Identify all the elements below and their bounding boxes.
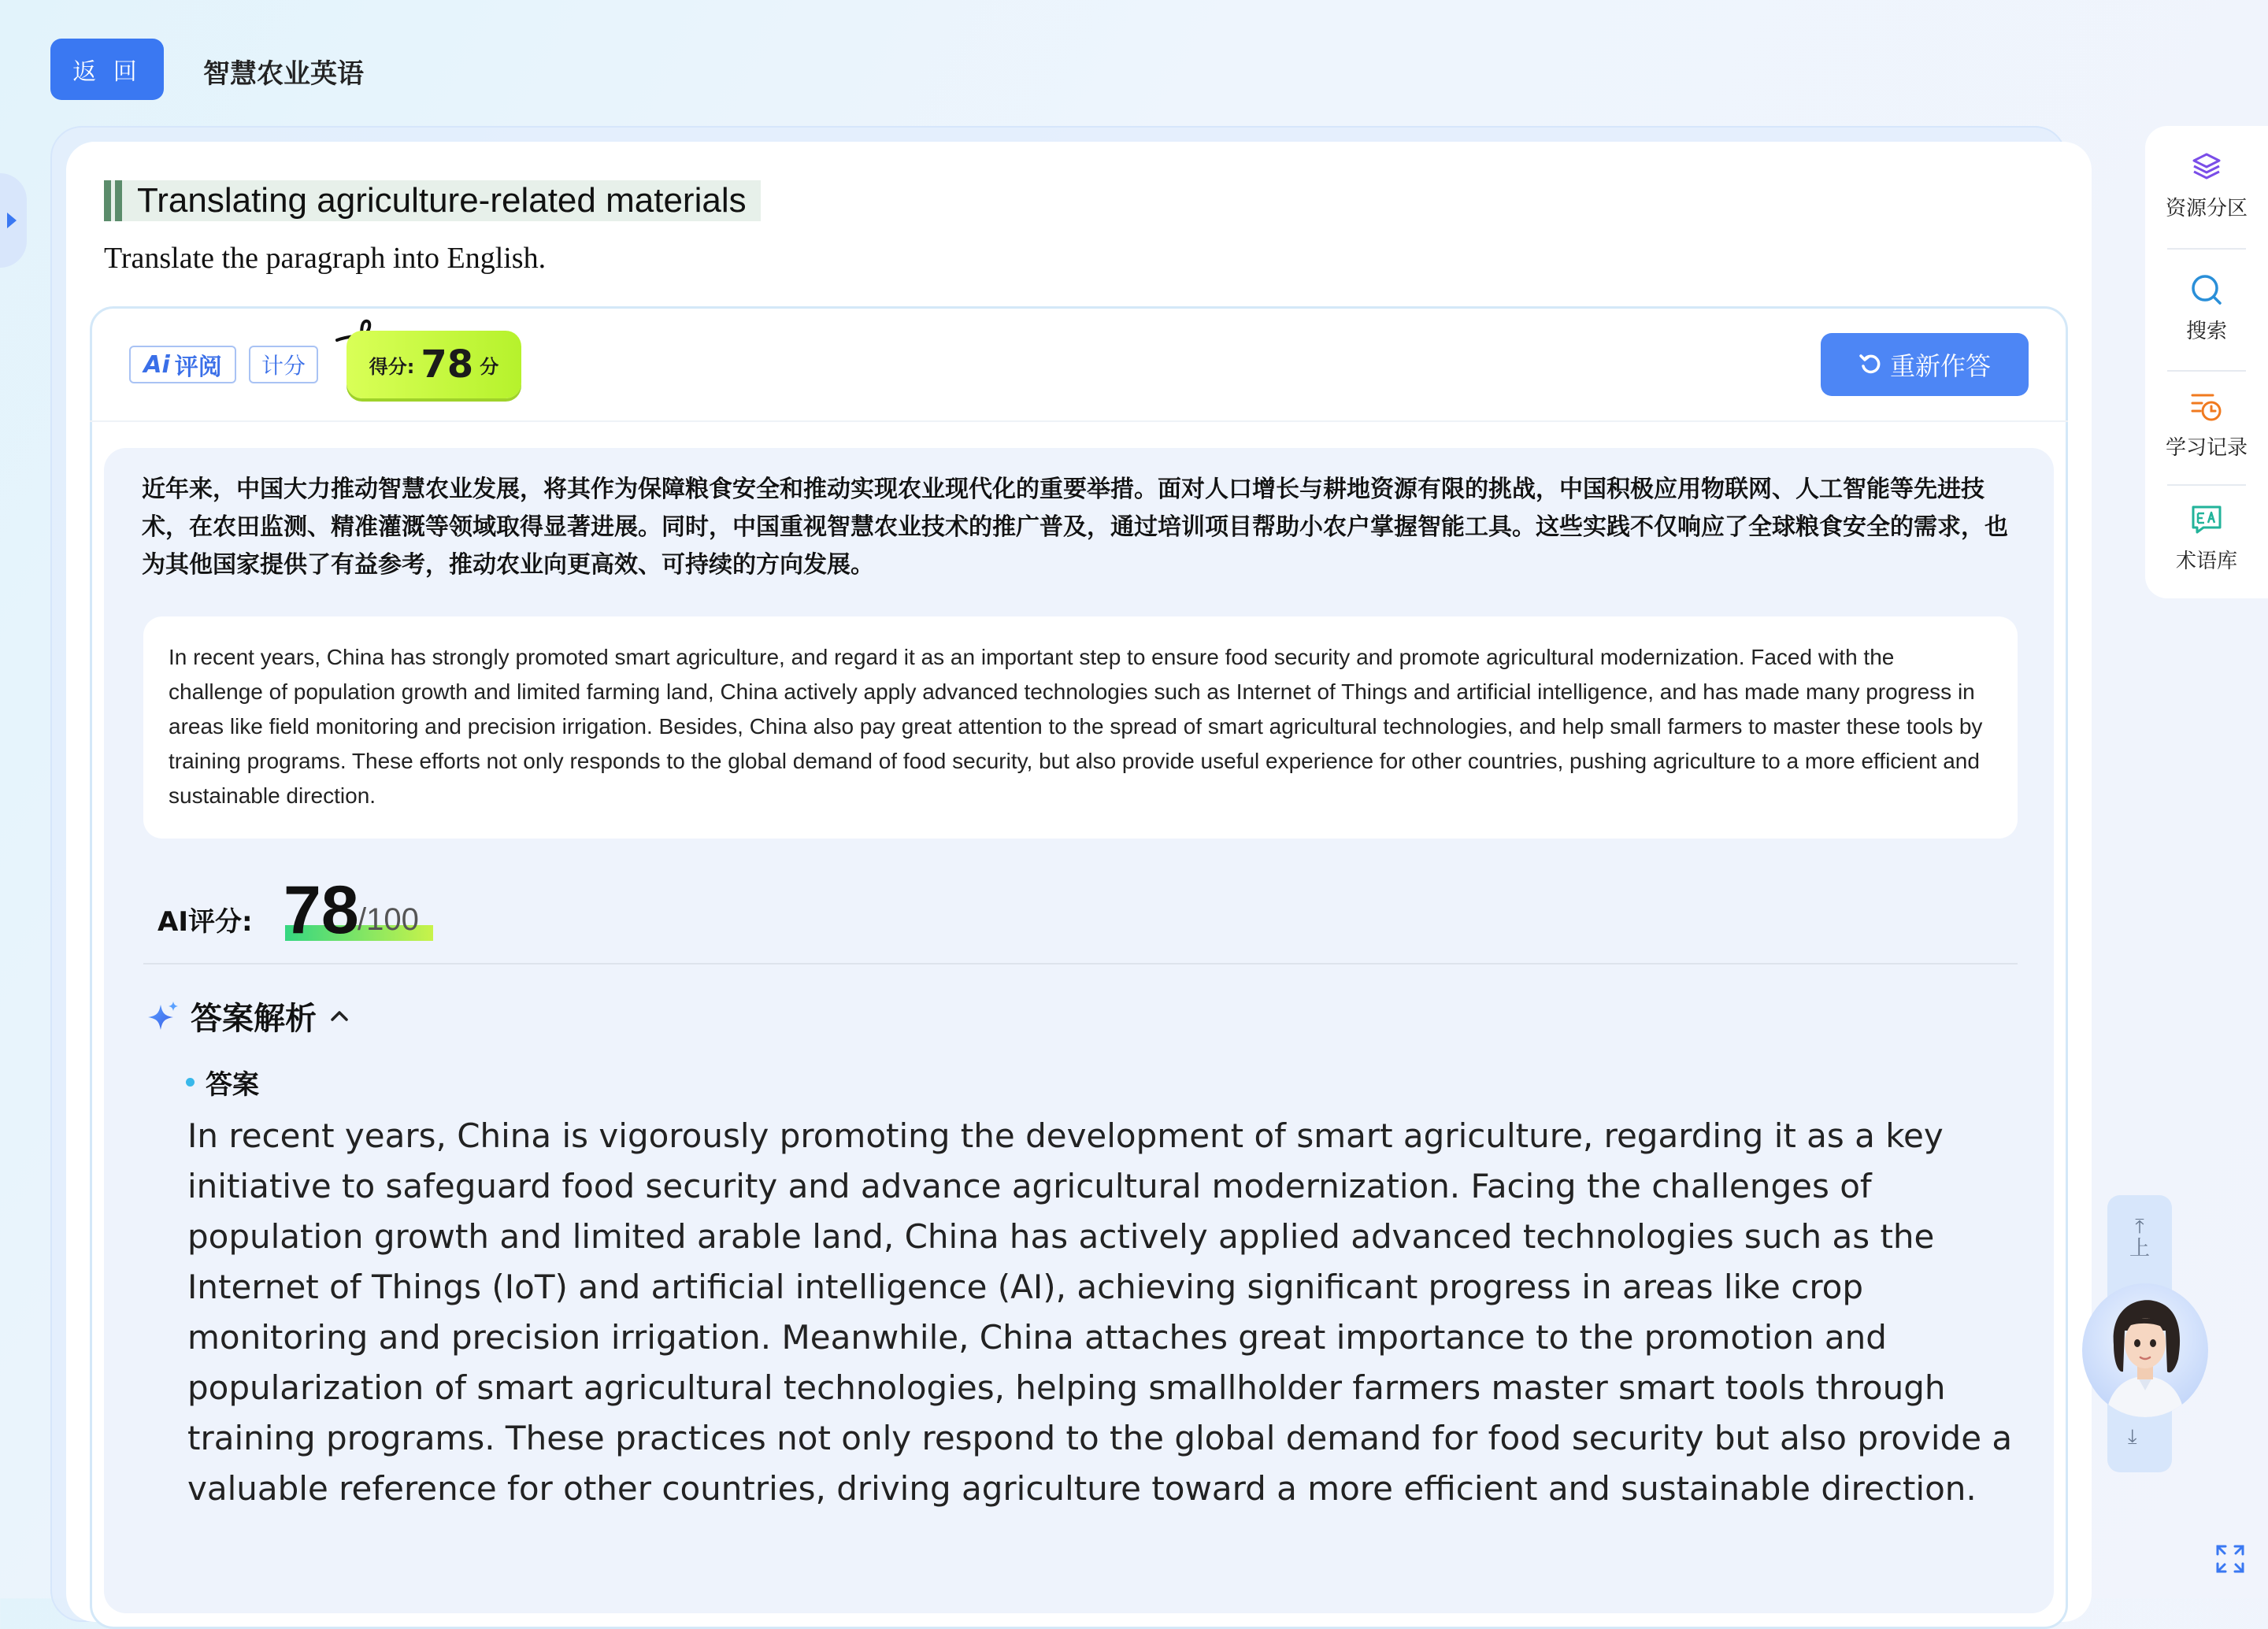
refresh-icon bbox=[1858, 353, 1882, 376]
analysis-heading: 答案解析 bbox=[191, 1001, 317, 1037]
answer-label: 答案 bbox=[206, 1069, 259, 1101]
divider bbox=[2167, 484, 2246, 486]
task-instruction: Translate the paragraph into English. bbox=[104, 242, 547, 275]
toolbar-item-glossary[interactable] bbox=[2145, 502, 2268, 574]
toolbar-label: 学习记录 bbox=[2165, 436, 2248, 460]
bullet-dot-icon bbox=[186, 1078, 195, 1087]
triangle-right-icon bbox=[7, 213, 17, 228]
ai-logo-icon: Ai bbox=[143, 350, 170, 379]
toolbar-item-history[interactable] bbox=[2145, 389, 2268, 461]
sparkle-icon bbox=[146, 1000, 180, 1033]
score-unit: 分 bbox=[480, 355, 499, 378]
scroll-up-button[interactable] bbox=[2126, 1216, 2153, 1260]
assistant-avatar[interactable] bbox=[2082, 1283, 2208, 1417]
toolbar-label: 资源分区 bbox=[2165, 197, 2248, 220]
scroll-up-label: 上 bbox=[2129, 1237, 2150, 1261]
toolbar-item-resources[interactable] bbox=[2145, 150, 2268, 221]
ai-score-value: 78 bbox=[284, 872, 359, 948]
arrow-to-bottom-icon: ⤓ bbox=[2128, 1425, 2137, 1449]
divider bbox=[2167, 248, 2246, 250]
score-label: 得分: bbox=[369, 355, 415, 378]
divider bbox=[143, 963, 2018, 964]
sidebar-expand-toggle[interactable] bbox=[0, 173, 27, 268]
source-paragraph: 近年来，中国大力推动智慧农业发展，将其作为保障粮食安全和推动实现农业现代化的重要举措。面对人口增长与耕地资源有限的挑战，中国积极应用物联网、人工智能等先进技术，在农田监测、精准灌溉等领域取得显著进展。同时，中国重视智慧农业技术的推广普及，通过培训项目帮助小农户掌握智能工具。这些实践不仅响应了全球粮食安全的需求，也为其他国家提供了有益参考，推动农业向更高效、可持续的方向发展。 bbox=[142, 476, 2008, 579]
app-title: 智慧农业英语 bbox=[203, 58, 364, 90]
history-icon bbox=[2189, 389, 2224, 424]
student-answer: In recent years, China has strongly promoted smart agriculture, and regard it as an important step to ensure food security and promote agricultural modernization. Faced with the challenge of population growth and limited farming land, China actively apply advanced technologies such as Internet of Things and artificial intelligence, and has made many progress in areas like field monitoring and precision irrigation. Besides, China also pay great attention to the spread of smart agricultural technologies, and help small farmers to master these tools by training programs. These efforts not only responds to the global demand of food security, but also provide useful experience for other countries, pushing agriculture to a more efficient and sustainable direction. bbox=[143, 616, 2018, 839]
scroll-down-button[interactable] bbox=[2128, 1425, 2137, 1449]
scoring-badge: 计分 bbox=[249, 346, 318, 383]
divider bbox=[2167, 370, 2246, 372]
chevron-up-icon bbox=[328, 1005, 351, 1028]
glossary-icon bbox=[2189, 502, 2224, 537]
assistant-avatar-icon bbox=[2082, 1283, 2208, 1417]
toolbar-label: 术语库 bbox=[2175, 550, 2237, 573]
score-value: 78 bbox=[421, 342, 474, 387]
toolbar-label: 搜索 bbox=[2185, 320, 2227, 343]
task-title-block bbox=[104, 180, 761, 221]
title-bars-icon bbox=[104, 180, 124, 221]
ai-review-badge bbox=[129, 346, 236, 383]
arrow-to-top-icon: ⤒ bbox=[2135, 1215, 2144, 1238]
back-button[interactable]: 返 回 bbox=[50, 39, 164, 100]
search-icon bbox=[2189, 272, 2224, 307]
fullscreen-icon[interactable] bbox=[2214, 1543, 2246, 1575]
answer-section-label bbox=[186, 1063, 259, 1101]
divider bbox=[90, 420, 2068, 422]
reference-answer: In recent years, China is vigorously promoting the development of smart agriculture, regarding it as a key initiative to safeguard food security and advance agricultural modernization. Facing the challenges of population growth and limited arable land, China has actively applied advanced technologies such as the Internet of Things (IoT) and artificial intelligence (AI), achieving significant progress in areas like crop monitoring and precision irrigation. Meanwhile, China attaches great importance to the promotion and popularization of smart agricultural technologies, helping smallholder farmers master smart tools through training programs. These practices not only respond to the global demand for food security but also provide a valuable reference for other countries, driving agriculture toward a more efficient and sustainable direction. bbox=[187, 1116, 2013, 1508]
redo-label: 重新作答 bbox=[1889, 351, 1991, 381]
toolbar-item-search[interactable] bbox=[2145, 272, 2268, 344]
task-title: Translating agriculture-related materials bbox=[137, 181, 747, 220]
analysis-toggle[interactable] bbox=[146, 994, 351, 1038]
top-bar bbox=[0, 0, 2268, 126]
layers-icon bbox=[2189, 150, 2224, 184]
ai-score-label: AI评分: bbox=[158, 906, 253, 938]
score-pill bbox=[346, 331, 521, 398]
ai-score-total: /100 bbox=[358, 902, 419, 937]
ai-review-label: 评阅 bbox=[174, 354, 222, 381]
redo-button[interactable] bbox=[1821, 333, 2029, 396]
